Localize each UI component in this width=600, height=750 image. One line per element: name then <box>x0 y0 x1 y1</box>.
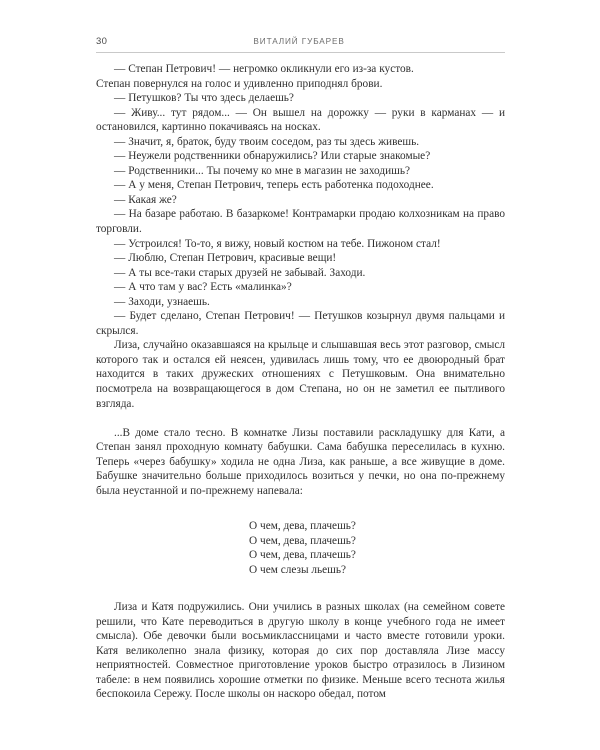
paragraph: ...В доме стало тесно. В комнатке Лизы поставили раскладушку для Кати, а Степан занял проходную комнату бабушки. Сама бабушка переселилась в кухню. Теперь «через бабушку» ходила не одна Лиза, как раньше, а все живущие в доме. Бабушке значительно больше приходилось возиться у печки, но она по-прежнему была неустанной и по-прежнему напевала: <box>96 426 505 497</box>
verse-lines <box>245 519 356 577</box>
paragraph: — Устроился! То-то, я вижу, новый костюм на тебе. Пижоном стал! <box>114 237 441 250</box>
verse-line: О чем слезы льешь? <box>249 564 347 576</box>
paragraph: — А ты все-таки старых друзей не забывай. Заходи. <box>114 266 366 279</box>
paragraph: — Какая же? <box>114 193 177 206</box>
paragraph: — Родственники... Ты почему ко мне в магазин не заходишь? <box>114 164 411 177</box>
paragraph: — Будет сделано, Степан Петрович! — Петушков козырнул двумя пальцами и скрылся. <box>96 310 505 337</box>
verse-line: О чем, дева, плачешь? <box>249 549 356 562</box>
paragraph-spacer <box>96 411 505 426</box>
paragraph: — Живу... тут рядом... — Он вышел на дорожку — руки в карманах — и остановился, картинно покачиваясь на носках. <box>96 106 505 134</box>
paragraph: — Петушков? Ты что здесь делаешь? <box>114 92 294 105</box>
running-head <box>96 36 505 52</box>
paragraph: — Значит, я, браток, буду твоим соседом, раз ты здесь живешь. <box>114 135 420 148</box>
body-text-block <box>96 62 505 702</box>
paragraph: Лиза, случайно оказавшаяся на крыльце и слышавшая весь этот разговор, смысл которого так и остался ей неясен, удивилась лишь тому, что ее двоюродный брат находится в таких дружеских отношениях с Петушковым. Она внимательно посмотрела на возвращающегося в дом Степана, но он не заметил ее пытливого взгляда. <box>96 339 505 410</box>
verse-line: О чем, дева, плачешь? <box>249 534 356 547</box>
paragraph: Степан повернулся на голос и удивленно приподнял брови. <box>96 77 383 90</box>
page-number: 30 <box>96 36 108 47</box>
paragraph: — Заходи, узнаешь. <box>114 295 210 308</box>
paragraph: — А что там у вас? Есть «малинка»? <box>114 281 292 294</box>
verse-top-spacer <box>96 498 505 519</box>
running-head-title: ВИТАЛИЙ ГУБАРЕВ <box>253 37 345 46</box>
paragraph: — А у меня, Степан Петрович, теперь есть работенка подоходнее. <box>114 179 434 192</box>
verse-bottom-spacer <box>96 578 505 600</box>
paragraph: — Люблю, Степан Петрович, красивые вещи! <box>114 252 337 265</box>
paragraph: — Неужели родственники обнаружились? Или старые знакомые? <box>114 150 431 163</box>
header-divider-rule <box>96 52 505 53</box>
paragraph: — На базаре работаю. В базаркоме! Контрамарки продаю колхозникам на право торговли. <box>96 208 505 236</box>
paragraph: Лиза и Катя подружились. Они учились в разных школах (на семейном совете решили, что Кате переводиться в другую школу в конце учебного года не имеет смысла). Обе девочки были восьмиклассницами и часто вместе готовили уроки. Катя великолепно знала физику, которая до сих пор доставляла Лизе массу неприятностей. Совместное приготовление уроков быстро отразилось в Лизином табеле: в нем появились хорошие отметки по физике. Меньше всего теснота жилья беспокоила Сережу. После школы он наскоро обедал, потом <box>96 601 505 701</box>
verse-block <box>96 519 505 578</box>
verse-line: О чем, дева, плачешь? <box>249 520 356 533</box>
paragraph: — Степан Петрович! — негромко окликнули его из-за кустов. <box>114 63 414 75</box>
